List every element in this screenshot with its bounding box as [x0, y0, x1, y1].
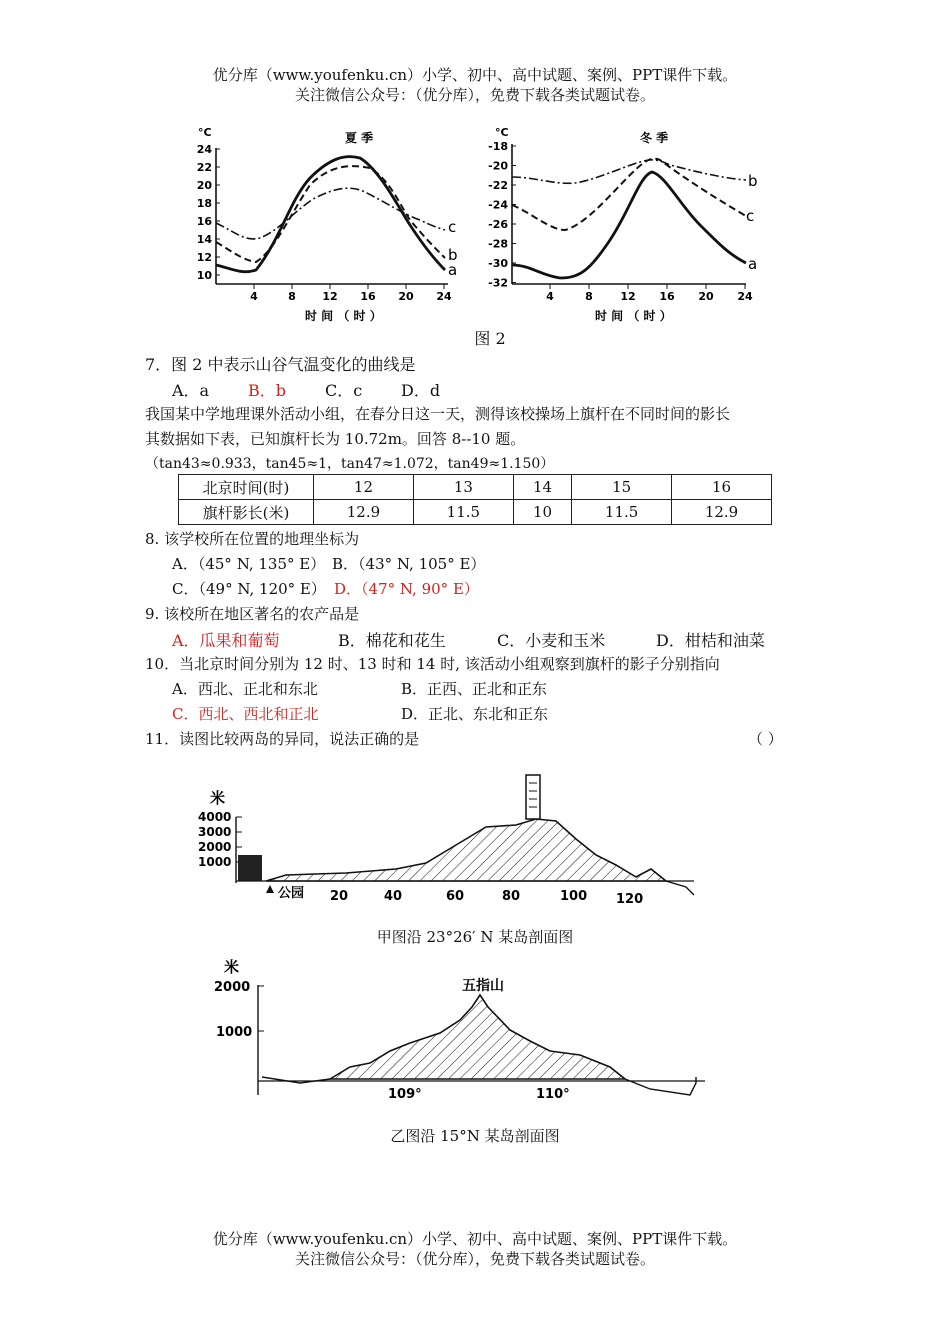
- winter-ytick: -22: [488, 179, 508, 192]
- winter-xtick: 12: [620, 290, 636, 303]
- q9-stem: 9. 该校所在地区著名的农产品是: [145, 605, 360, 623]
- winter-ytick: -18: [488, 140, 508, 153]
- q11-answer-paren: （ ）: [748, 730, 783, 748]
- summer-xtick: 24: [436, 290, 452, 303]
- intro-line-2: 其数据如下表，已知旗杆长为 10.72m。回答 8--10 题。: [145, 430, 526, 448]
- summer-curve-c: [216, 188, 445, 239]
- yi-xtick: 110°: [536, 1087, 570, 1102]
- table-cell: 13: [413, 475, 513, 500]
- table-cell: 10: [513, 500, 571, 525]
- winter-xtick: 4: [546, 290, 554, 303]
- q10-option-b[interactable]: B．正西、正北和正东: [401, 680, 548, 698]
- winter-xtick: 8: [585, 290, 593, 303]
- jia-ytick: 4000: [198, 810, 232, 824]
- winter-label-b: b: [748, 172, 758, 190]
- jia-ytick: 2000: [198, 840, 232, 854]
- yi-ytick: 2000: [214, 980, 251, 995]
- winter-ytick: -32: [488, 276, 508, 290]
- q11-stem: 11．读图比较两岛的异同，说法正确的是: [145, 730, 420, 748]
- summer-ytick: 18: [196, 197, 212, 210]
- profile-yi-caption: 乙图沿 15°N 某岛剖面图: [390, 1127, 560, 1145]
- q9-option-c[interactable]: C．小麦和玉米: [497, 631, 606, 650]
- winter-label-a: a: [748, 255, 758, 273]
- summer-curve-b: [216, 166, 445, 262]
- summer-curve-a: [216, 157, 445, 272]
- summer-ytick: 10: [196, 269, 212, 282]
- q8-option-b[interactable]: B．（43° N, 105° E）: [332, 555, 486, 573]
- q10-option-d[interactable]: D．正北、东北和正东: [401, 705, 549, 723]
- summer-ytick: 20: [196, 179, 212, 192]
- table-cell: 16: [672, 475, 772, 500]
- winter-xlabel: 时 间 （ 时 ）: [595, 309, 672, 323]
- table-cell: 14: [513, 475, 571, 500]
- jia-xtick: 20: [330, 889, 349, 904]
- winter-ytick: -20: [488, 159, 508, 173]
- q9-option-a[interactable]: A．瓜果和葡萄: [172, 631, 280, 650]
- winter-curve-a: [512, 172, 746, 278]
- jia-xtick: 40: [384, 889, 403, 904]
- winter-chart: [488, 126, 757, 323]
- q9-option-b[interactable]: B．棉花和花生: [338, 631, 446, 650]
- figure-2-charts: [190, 120, 790, 330]
- winter-ytick: -30: [488, 257, 508, 270]
- yi-ytick: 1000: [216, 1025, 253, 1040]
- summer-label-b: b: [448, 246, 458, 264]
- summer-xtick: 16: [360, 290, 376, 303]
- jia-xtick: 60: [446, 889, 465, 904]
- header-line-1: 优分库（www.youfenku.cn）小学、初中、高中试题、案例、PPT课件下载。: [212, 66, 738, 84]
- summer-unit: °C: [198, 126, 212, 139]
- q10-option-a[interactable]: A．西北、正北和东北: [172, 680, 318, 698]
- winter-label-c: c: [746, 207, 755, 225]
- q10-stem: 10．当北京时间分别为 12 时、13 时和 14 时, 该活动小组观察到旗杆的影子分别指向: [145, 655, 720, 673]
- winter-title: 冬 季: [640, 131, 669, 145]
- jia-ytick: 1000: [198, 855, 232, 869]
- q9-option-d[interactable]: D．柑桔和油菜: [656, 631, 765, 650]
- winter-curve-b: [512, 160, 746, 183]
- yi-peak-label: 五指山: [462, 978, 504, 994]
- profile-jia-caption: 甲图沿 23°26′ N 某岛剖面图: [376, 928, 574, 946]
- profile-yi-chart: [210, 955, 710, 1105]
- table-cell: 12.9: [672, 500, 772, 525]
- jia-xtick: 80: [502, 889, 521, 904]
- table-header-time: 北京时间(时): [179, 475, 314, 500]
- table-cell: 15: [572, 475, 672, 500]
- winter-ytick: -24: [488, 198, 508, 212]
- table-cell: 11.5: [572, 500, 672, 525]
- summer-label-a: a: [448, 261, 458, 279]
- summer-ytick: 16: [196, 215, 212, 228]
- q7-stem: 7．图 2 中表示山谷气温变化的曲线是: [145, 355, 416, 374]
- intro-line-3: （tan43≈0.933，tan45≈1，tan47≈1.072，tan49≈1.150）: [145, 456, 555, 472]
- header-line-2: 关注微信公众号：（优分库），免费下载各类试题试卷。: [294, 86, 655, 104]
- summer-xtick: 12: [322, 290, 338, 303]
- summer-label-c: c: [448, 218, 457, 236]
- jia-place-park: 公园: [278, 886, 305, 901]
- winter-xtick: 20: [698, 290, 714, 303]
- summer-chart: [197, 126, 458, 323]
- figure-2-caption: 图 2: [474, 329, 506, 348]
- summer-ytick: 22: [196, 161, 212, 174]
- summer-ytick: 14: [196, 233, 212, 246]
- footer-line-1: 优分库（www.youfenku.cn）小学、初中、高中试题、案例、PPT课件下载。: [212, 1230, 738, 1248]
- yi-xtick: 109°: [388, 1087, 422, 1102]
- jia-xtick: 100: [560, 889, 588, 904]
- jia-ytick: 3000: [198, 825, 232, 839]
- summer-xlabel: 时 间 （ 时 ）: [305, 309, 382, 323]
- profile-jia-chart: [196, 765, 706, 910]
- shadow-table: [178, 474, 772, 525]
- winter-unit: °C: [495, 126, 509, 139]
- table-cell: 11.5: [413, 500, 513, 525]
- summer-ytick: 24: [196, 143, 212, 156]
- winter-xtick: 16: [659, 290, 675, 303]
- summer-title: 夏 季: [345, 131, 374, 145]
- winter-ytick: -28: [488, 237, 508, 251]
- table-row: [179, 500, 772, 525]
- jia-xtick: 120: [616, 892, 644, 907]
- jia-unit: 米: [210, 789, 226, 807]
- q8-option-c[interactable]: C．（49° N, 120° E）: [172, 580, 326, 598]
- summer-xtick: 8: [288, 290, 296, 303]
- table-cell: 12: [314, 475, 414, 500]
- q7-option-b[interactable]: B．b: [248, 381, 287, 400]
- table-cell: 12.9: [314, 500, 414, 525]
- summer-ytick: 12: [196, 251, 212, 264]
- winter-ytick: -26: [488, 218, 508, 231]
- q8-stem: 8. 该学校所在位置的地理坐标为: [145, 530, 360, 548]
- yi-unit: 米: [224, 958, 240, 976]
- winter-curve-c: [512, 159, 746, 230]
- table-row: [179, 475, 772, 500]
- summer-xtick: 4: [250, 290, 258, 303]
- q8-option-a[interactable]: A．（45° N, 135° E）: [172, 555, 326, 573]
- intro-line-1: 我国某中学地理课外活动小组，在春分日这一天，测得该校操场上旗杆在不同时间的影长: [145, 405, 731, 423]
- q10-option-c[interactable]: C．西北、西北和正北: [172, 705, 319, 723]
- table-header-length: 旗杆影长(米): [179, 500, 314, 525]
- q7-option-c[interactable]: C．c: [325, 381, 363, 400]
- q8-option-d[interactable]: D．（47° N, 90° E）: [334, 580, 479, 598]
- q7-option-d[interactable]: D．d: [401, 381, 441, 400]
- summer-xtick: 20: [398, 290, 414, 303]
- footer-line-2: 关注微信公众号：（优分库），免费下载各类试题试卷。: [294, 1250, 655, 1268]
- q7-option-a[interactable]: A．a: [172, 381, 210, 400]
- winter-xtick: 24: [737, 290, 753, 303]
